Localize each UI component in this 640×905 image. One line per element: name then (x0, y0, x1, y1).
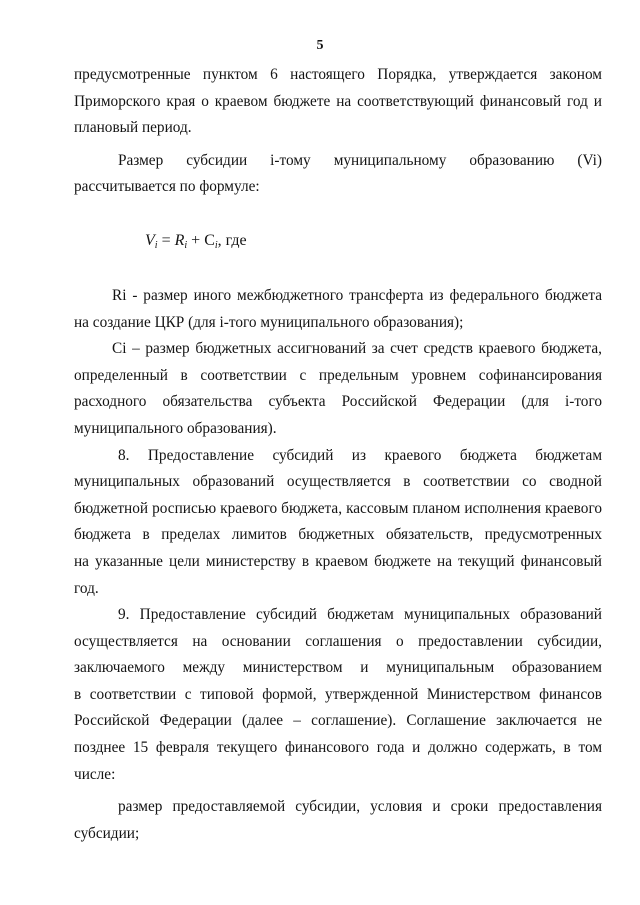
text-line: размер предоставляемой субсидии, условия и сроки предоставления (118, 798, 602, 816)
paragraph-ci-definition (74, 336, 602, 442)
formula-tail: , где (217, 231, 247, 249)
paragraph-subsidy-terms (74, 794, 602, 847)
paragraph-law-approval (74, 62, 602, 142)
formula-r-subscript: i (184, 239, 188, 251)
text-line: бюджета в пределах лимитов бюджетных обязательств, предусмотренных (74, 526, 602, 544)
formula-c: C (204, 231, 215, 249)
text-line: Размер субсидии i-тому муниципальному образованию (Vi) (118, 151, 602, 169)
text-line: на создание ЦКР (для i-того муниципального образования); (74, 313, 464, 331)
paragraph-subsidy-size (74, 148, 602, 201)
text-line: Российской Федерации (далее – соглашение). Соглашение заключается не (74, 712, 602, 730)
paragraph-item-8 (74, 443, 602, 603)
page-number: 5 (316, 38, 324, 53)
text-line: предусмотренные пунктом 6 настоящего Порядка, утверждается законом (74, 66, 602, 83)
text-line: Ci – размер бюджетных ассигнований за счет средств краевого бюджета, (112, 340, 602, 358)
formula-plus: + (187, 231, 205, 249)
text-line: заключаемого между министерством и муниципальным образованием (74, 659, 602, 677)
text-line: расходного обязательства субъекта Российской Федерации (для i-того (74, 393, 602, 411)
text-line: определенный в соответствии с предельным уровнем софинансирования (74, 366, 602, 384)
text-line: муниципальных образований осуществляется в соответствии со сводной (74, 473, 602, 491)
subsidy-formula (145, 228, 602, 259)
paragraph-ri-definition (74, 283, 602, 336)
text-line: на указанные цели министерству в краевом бюджете на текущий финансовый (74, 552, 602, 570)
text-line: год. (74, 579, 99, 597)
formula-v-subscript: i (154, 239, 158, 251)
text-line: муниципального образования). (74, 419, 277, 437)
text-line: Ri - размер иного межбюджетного трансферта из федерального бюджета (112, 286, 602, 304)
text-line: осуществляется на основании соглашения о предоставлении субсидии, (74, 632, 602, 650)
text-line: плановый период. (74, 119, 192, 137)
formula-c-subscript: i (214, 239, 218, 251)
text-line: числе: (74, 765, 116, 783)
text-line: в соответствии с типовой формой, утвержденной Министерством финансов (74, 685, 602, 703)
formula-equals: = (157, 231, 175, 249)
text-line: бюджетной росписью краевого бюджета, кассовым планом исполнения краевого (74, 499, 602, 517)
paragraph-item-9 (74, 602, 602, 788)
document-body (74, 62, 602, 847)
text-line: позднее 15 февраля текущего финансового года и должно содержать, в том (74, 739, 602, 757)
text-line: Приморского края о краевом бюджете на соответствующий финансовый год и (74, 92, 602, 110)
formula-v: V (145, 231, 155, 249)
text-line: субсидии; (74, 824, 140, 842)
formula-r: R (174, 231, 185, 249)
text-line: 9. Предоставление субсидий бюджетам муниципальных образований (118, 606, 602, 624)
text-line: 8. Предоставление субсидий из краевого бюджета бюджетам (118, 446, 602, 464)
text-line: рассчитывается по формуле: (74, 178, 260, 196)
